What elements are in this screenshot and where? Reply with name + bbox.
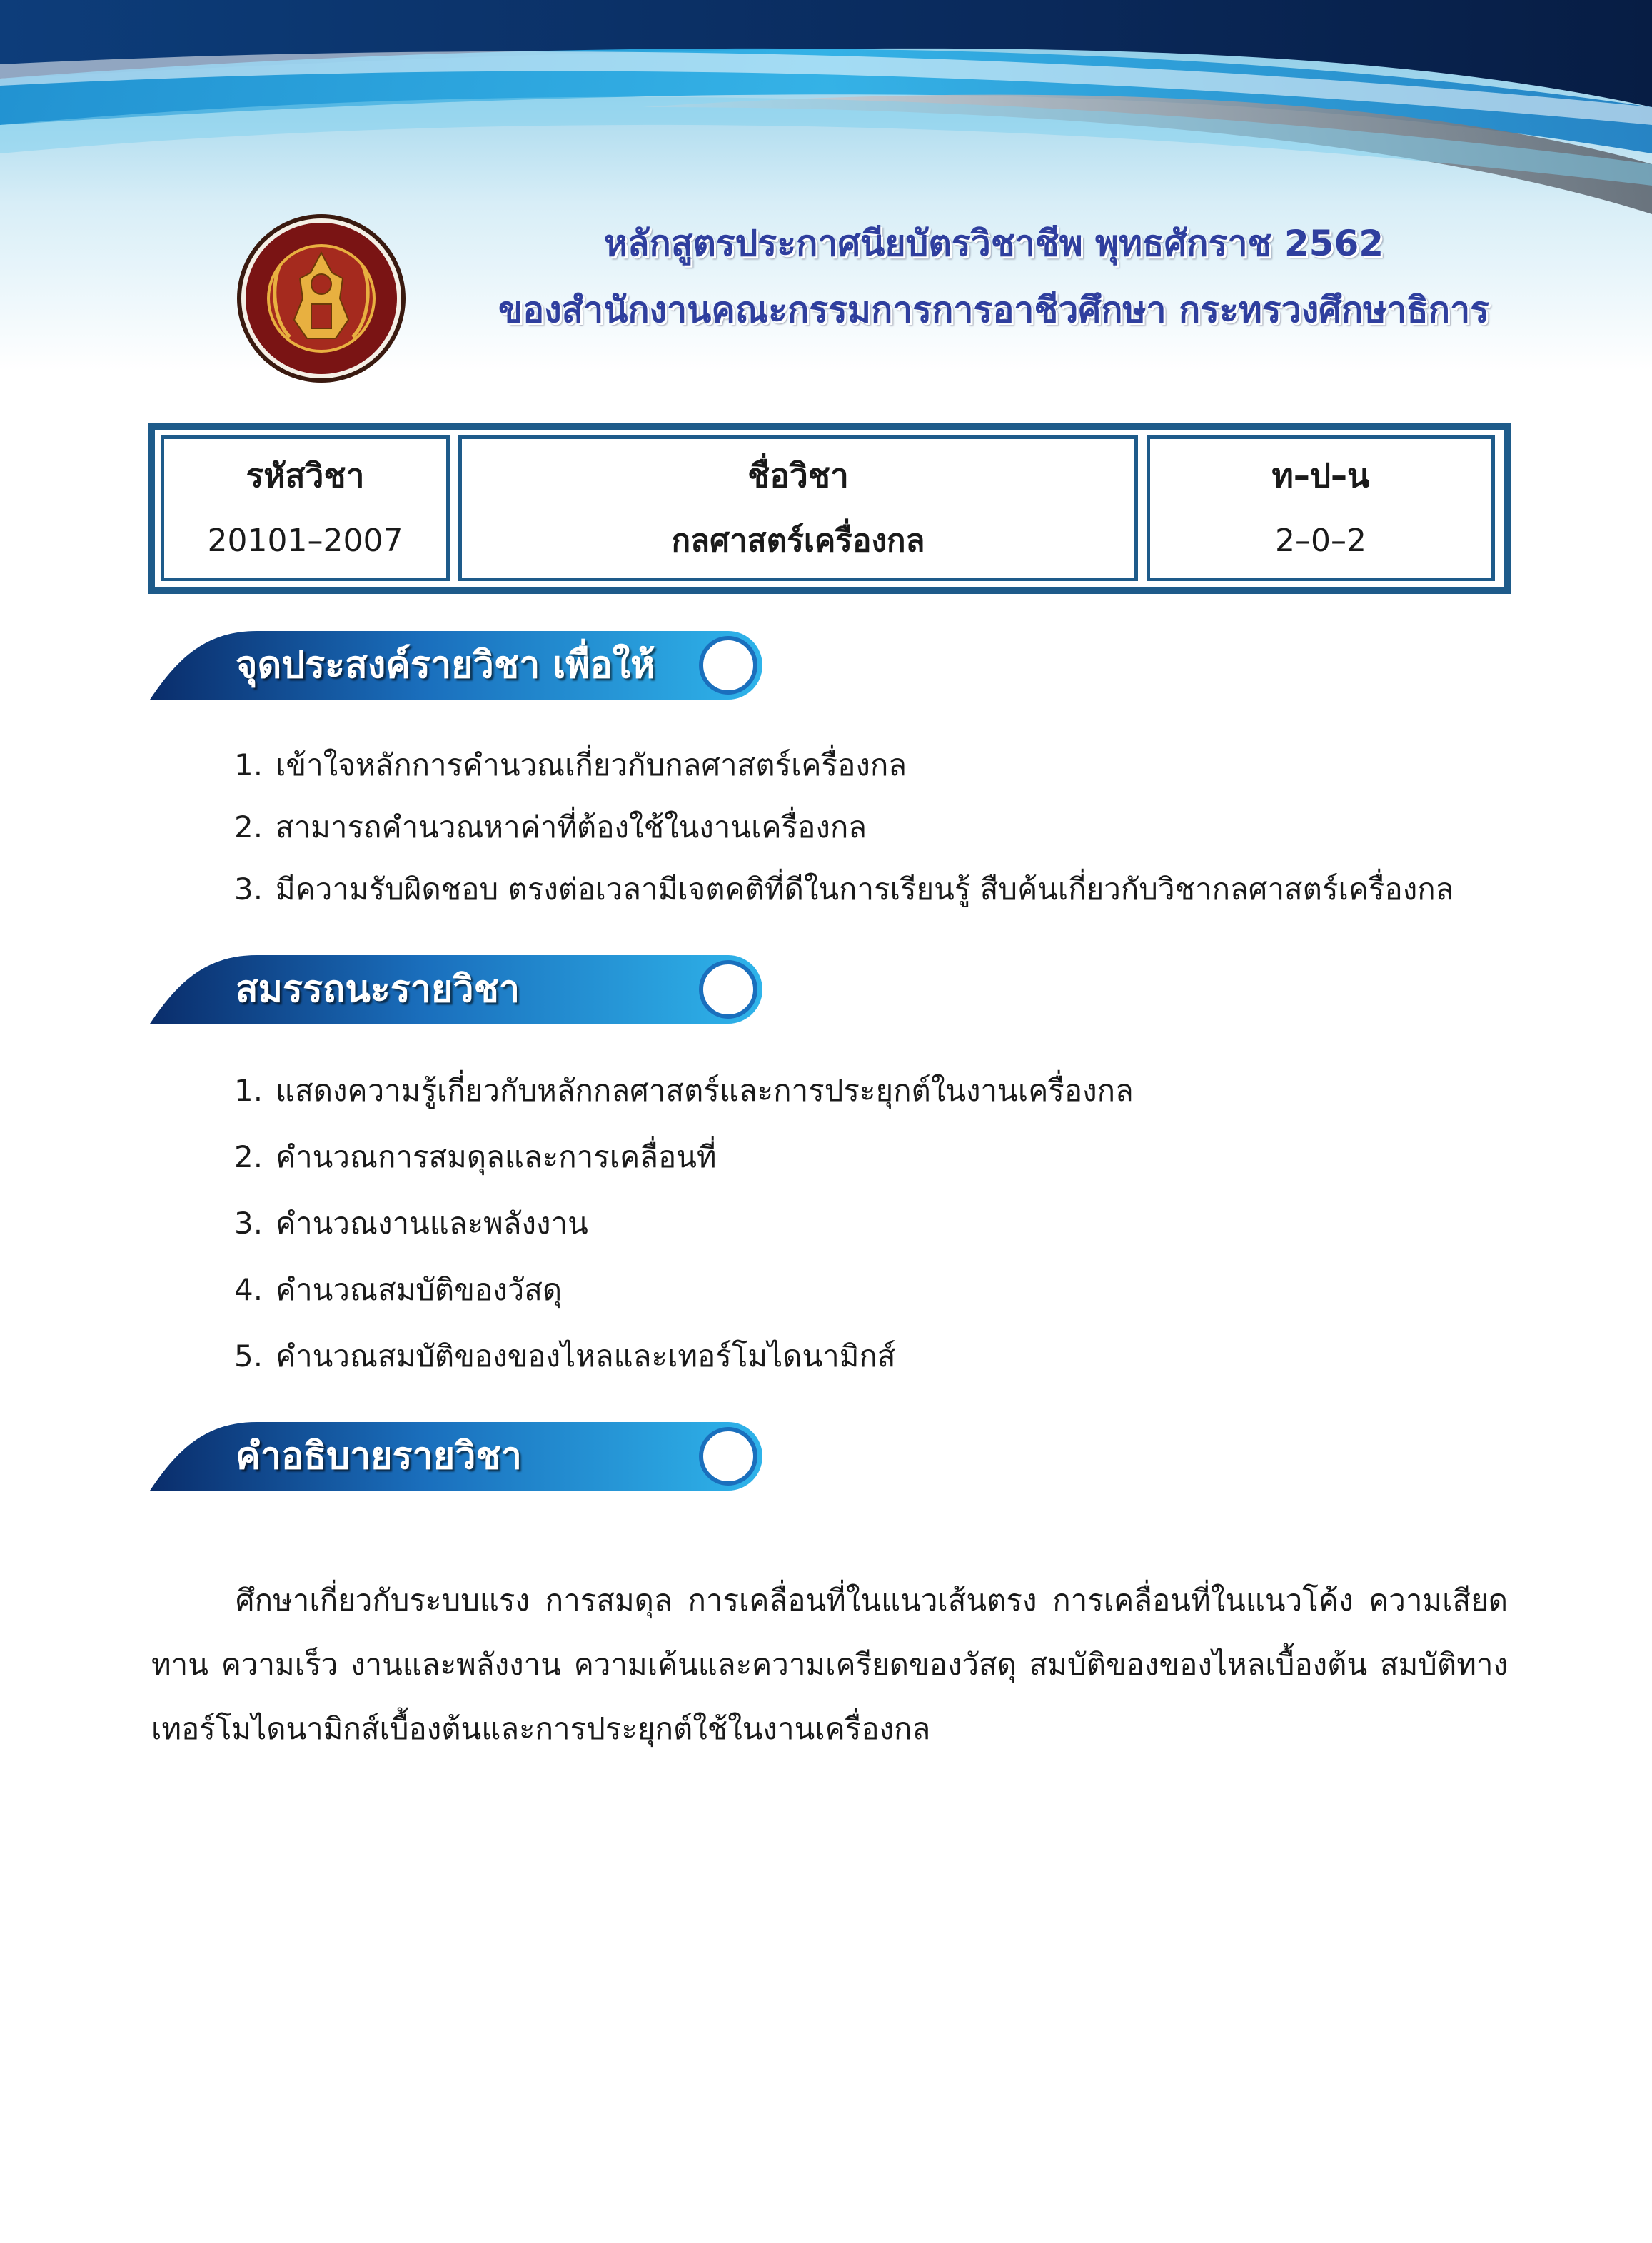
agency-title: ของสำนักงานคณะกรรมการการอาชีวศึกษา กระทรวงศึกษาธิการ [498,289,1489,331]
course-hours-value: 2–0–2 [1275,523,1366,559]
course-info-table [148,423,1511,594]
objectives-section-header [150,628,765,703]
competencies-title: สมรรถนะรายวิชา [236,968,520,1011]
course-name-header: ชื่อวิชา [747,456,849,495]
list-item: 4. คำนวณสมบัติของวัสดุ [234,1272,563,1307]
course-code-value: 20101–2007 [207,523,403,559]
description-title: คำอธิบายรายวิชา [236,1435,522,1478]
list-item: 3. มีความรับผิดชอบ ตรงต่อเวลามีเจตคติที่ดีในการเรียนรู้ สืบค้นเกี่ยวกับวิชากลศาสตร์เครื่องกล [234,872,1454,907]
course-description: ศึกษาเกี่ยวกับระบบแรง การสมดุล การเคลื่อนที่ในแนวเส้นตรง การเคลื่อนที่ในแนวโค้ง ความเสียดทาน ความเร็ว งานและพลังงาน ความเค้นและความเครียดของวัสดุ สมบัติของของไหลเบื้องต้น สมบัติทางเทอร์โมไดนามิกส์เบื้องต้นและการประยุกต์ใช้ในงานเครื่องกล [151,1583,1508,1746]
list-item: 5. คำนวณสมบัติของของไหลและเทอร์โมไดนามิกส์ [234,1339,896,1373]
course-name-cell [458,435,1138,581]
list-item: 1. เข้าใจหลักการคำนวณเกี่ยวกับกลศาสตร์เครื่องกล [234,747,907,782]
course-name-value: กลศาสตร์เครื่องกล [671,523,925,559]
list-item: 2. สามารถคำนวณหาค่าที่ต้องใช้ในงานเครื่องกล [234,810,867,845]
list-item: 3. คำนวณงานและพลังงาน [234,1206,588,1241]
course-code-cell [161,435,450,581]
list-item: 2. คำนวณการสมดุลและการเคลื่อนที่ [234,1139,717,1174]
description-section-header [150,1419,765,1494]
competencies-list [234,1057,1134,1389]
curriculum-title: หลักสูตรประกาศนียบัตรวิชาชีพ พุทธศักราช 2562 [603,223,1384,264]
competencies-section-header [150,952,765,1027]
course-hours-cell [1147,435,1495,581]
objectives-list [234,734,1454,920]
course-code-header: รหัสวิชา [246,456,365,495]
objectives-title: จุดประสงค์รายวิชา เพื่อให้ [236,644,655,687]
list-item: 1. แสดงความรู้เกี่ยวกับหลักกลศาสตร์และการประยุกต์ในงานเครื่องกล [234,1073,1134,1108]
course-hours-header: ท–ป–น [1271,456,1370,495]
